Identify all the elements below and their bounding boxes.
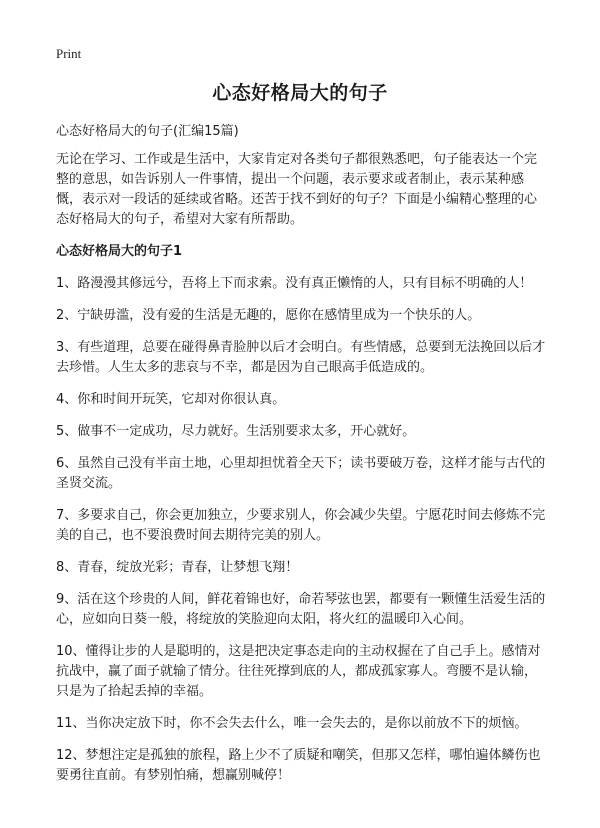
list-item: 1、路漫漫其修远兮，吾将上下而求索。没有真正懒惰的人，只有目标不明确的人！ <box>56 276 533 291</box>
print-link[interactable]: Print <box>56 46 82 61</box>
list-item: 12、梦想注定是孤独的旅程，路上少不了质疑和嘲笑，但那又怎样，哪怕遍体鳞伤也要勇往直前。有梦别怕痛，想赢别喊停！ <box>56 748 541 783</box>
list-item: 2、宁缺毋滥，没有爱的生活是无趣的，愿你在感情里成为一个快乐的人。 <box>56 308 481 323</box>
list-item: 10、懂得让步的人是聪明的，这是把决定事态走向的主动权握在了自己手上。感情对抗战中，赢了面子就输了情分。往往死撑到底的人，都成孤家寡人。弯腰不是认输，只是为了拾起丢掉的幸福。 <box>56 644 541 699</box>
list-item: 3、有些道理，总要在碰得鼻青脸肿以后才会明白。有些情感，总要到无法挽回以后才去珍惜。人生太多的悲哀与不幸，都是因为自己眼高手低造成的。 <box>56 340 546 375</box>
list-item: 7、多要求自己，你会更加独立，少要求别人，你会减少失望。宁愿花时间去修炼不完美的自己，也不要浪费时间去期待完美的别人。 <box>56 508 546 543</box>
document-body <box>56 150 546 786</box>
page-title: 心态好格局大的句子 <box>212 82 388 104</box>
list-item: 6、虽然自己没有半亩土地，心里却担忧着全天下；读书要破万卷，这样才能与古代的圣贤交流。 <box>56 456 546 491</box>
list-item: 4、你和时间开玩笑，它却对你很认真。 <box>56 392 286 407</box>
list-item: 11、当你决定放下时，你不会失去什么，唯一会失去的，是你以前放不下的烦恼。 <box>56 716 528 731</box>
list-item: 8、青春，绽放光彩；青春，让梦想飞翔！ <box>56 560 299 575</box>
document-subtitle: 心态好格局大的句子(汇编15篇) <box>56 124 239 139</box>
section-heading: 心态好格局大的句子1 <box>56 244 183 259</box>
intro-paragraph: 无论在学习、工作或是生活中，大家肯定对各类句子都很熟悉吧，句子能表达一个完整的意思，如告诉别人一件事情，提出一个问题，表示要求或者制止，表示某种感慨，表示对一段话的延续或省略。还苦于找不到好的句子？下面是小编精心整理的心态好格局大的句子，希望对大家有所帮助。 <box>56 152 538 227</box>
list-item: 9、活在这个珍贵的人间，鲜花着锦也好，命若琴弦也罢，都要有一颗懂生活爱生活的心，应如向日葵一般，将绽放的笑脸迎向太阳，将火红的温暖印入心间。 <box>56 592 546 627</box>
list-item: 5、做事不一定成功，尽力就好。生活别要求太多，开心就好。 <box>56 424 416 439</box>
